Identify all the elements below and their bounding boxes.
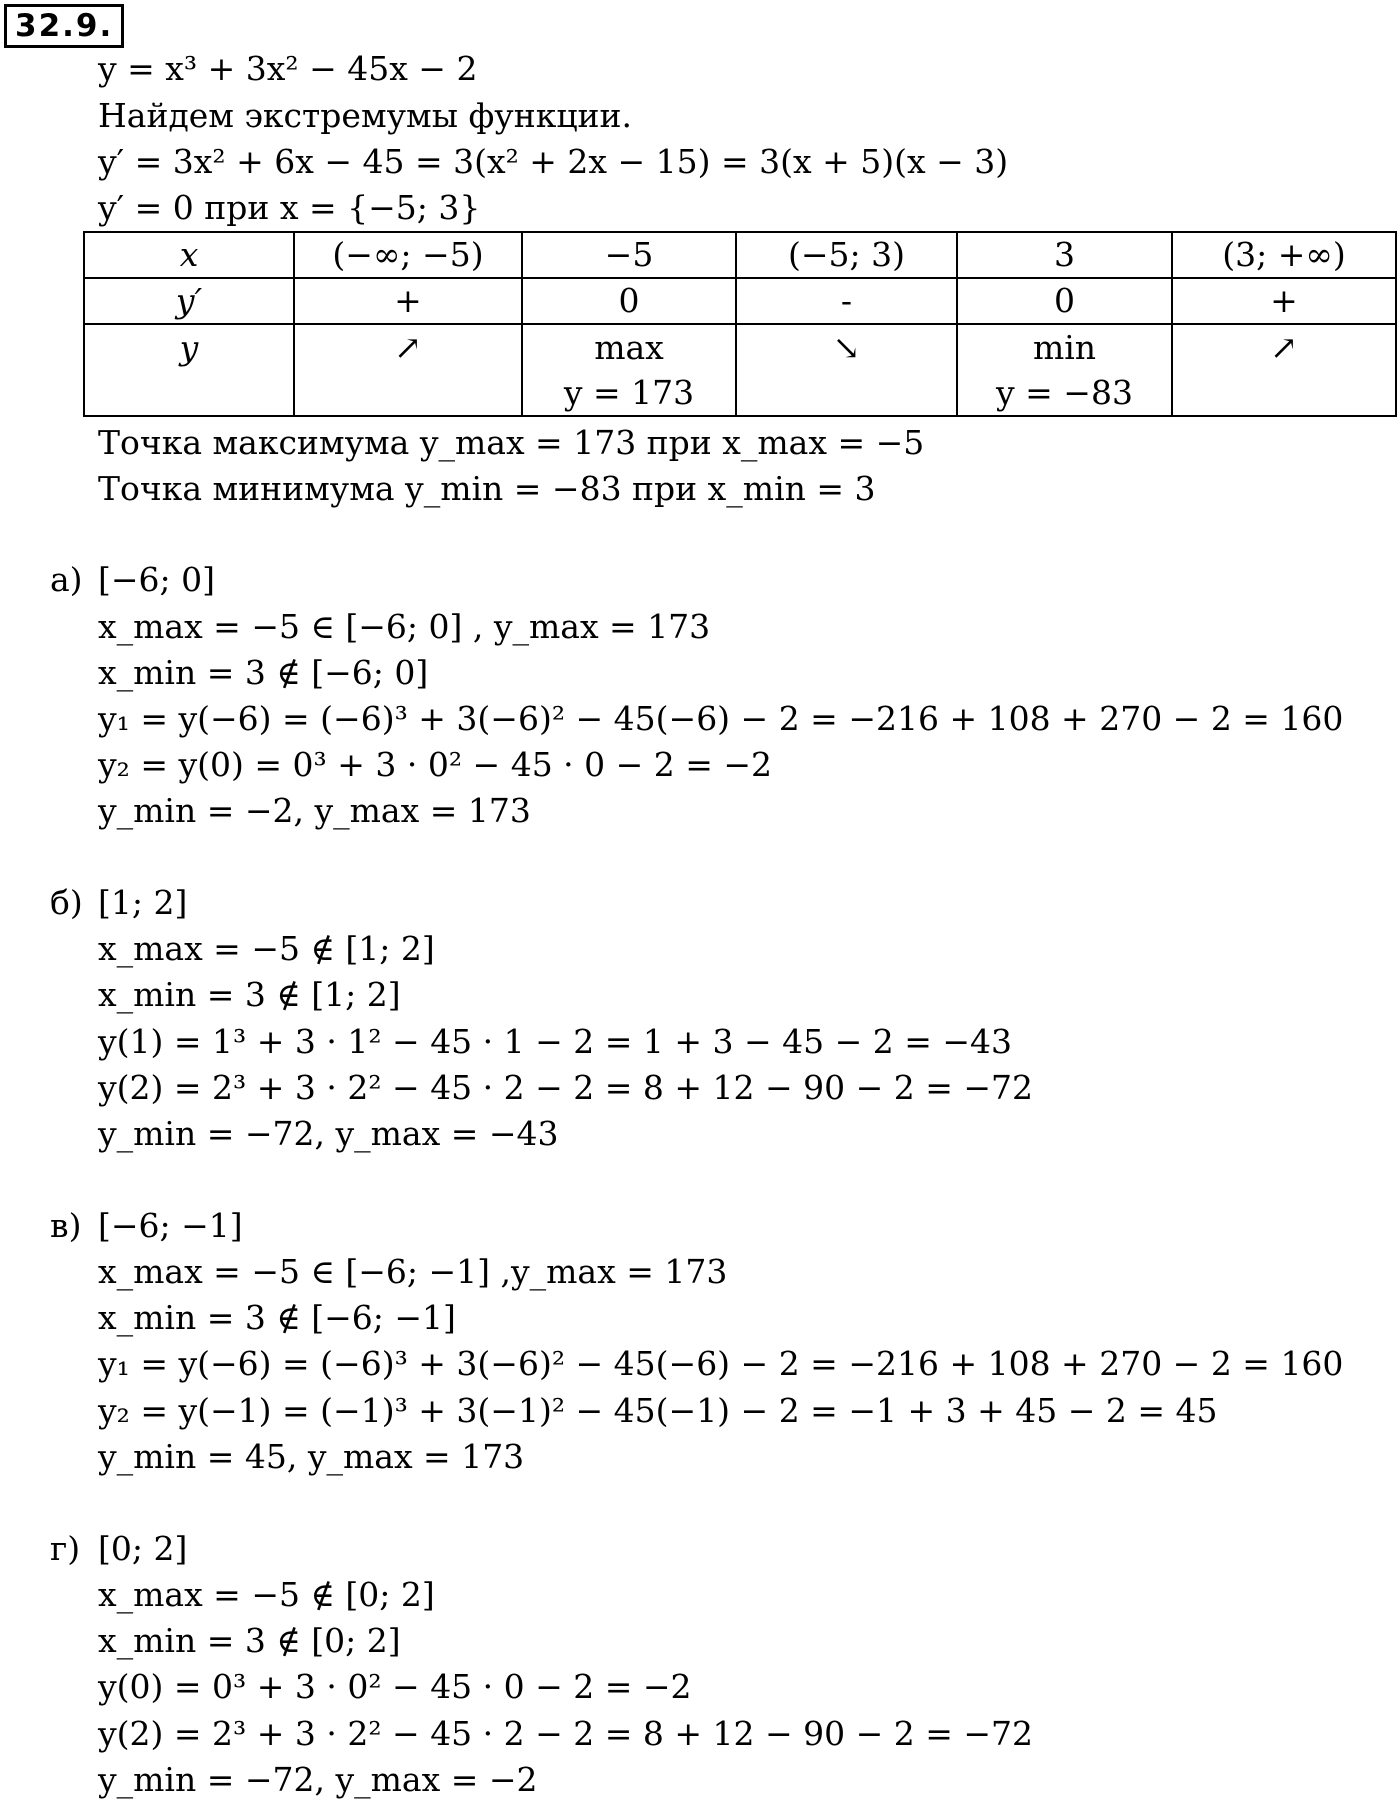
- solution-line: x_max = −5 ∈ [−6; −1] ,y_max = 173: [98, 1252, 728, 1291]
- solution-line: x_min = 3 ∉ [1; 2]: [98, 975, 401, 1014]
- solution-line: x_max = −5 ∈ [−6; 0] , y_max = 173: [98, 607, 711, 646]
- derivative-line: y′ = 3x² + 6x − 45 = 3(x² + 2x − 15) = 3(x + 5)(x − 3): [98, 142, 1009, 181]
- solution-line: y_min = −2, y_max = 173: [98, 791, 531, 830]
- solution-line: y_min = −72, y_max = −43: [98, 1114, 559, 1153]
- table-cell: y′: [84, 278, 294, 324]
- part-interval: [0; 2]: [98, 1529, 188, 1568]
- table-cell: +: [294, 278, 522, 324]
- table-cell: [84, 324, 294, 416]
- solution-line: x_min = 3 ∉ [−6; −1]: [98, 1298, 456, 1337]
- solution-line: y_min = 45, y_max = 173: [98, 1437, 525, 1476]
- solution-line: y₂ = y(0) = 0³ + 3 · 0² − 45 · 0 − 2 = −2: [98, 745, 773, 784]
- part-label: а): [50, 560, 83, 599]
- table-cell: +: [1172, 278, 1396, 324]
- solution-line: y_min = −72, y_max = −2: [98, 1760, 538, 1799]
- sign-table: [83, 231, 1397, 417]
- decreasing-arrow-icon: ↘: [832, 328, 861, 367]
- part-interval: [−6; −1]: [98, 1206, 243, 1245]
- solution-line: y(0) = 0³ + 3 · 0² − 45 · 0 − 2 = −2: [98, 1667, 692, 1706]
- table-cell: x: [84, 232, 294, 278]
- table-cell: (−∞; −5): [294, 232, 522, 278]
- table-cell: [1172, 324, 1396, 416]
- solution-line: y(1) = 1³ + 3 · 1² − 45 · 1 − 2 = 1 + 3 − 45 − 2 = −43: [98, 1022, 1013, 1061]
- table-cell: [294, 324, 522, 416]
- cell-bottom: y = −83: [996, 373, 1133, 412]
- part-label: б): [50, 883, 83, 922]
- solution-line: y(2) = 2³ + 3 · 2² − 45 · 2 − 2 = 8 + 12 − 90 − 2 = −72: [98, 1068, 1034, 1107]
- table-cell: [736, 324, 957, 416]
- table-cell: 0: [522, 278, 736, 324]
- cell-top: min: [1032, 328, 1097, 367]
- solution-line: y(2) = 2³ + 3 · 2² − 45 · 2 − 2 = 8 + 12 − 90 − 2 = −72: [98, 1714, 1034, 1753]
- solution-line: y₁ = y(−6) = (−6)³ + 3(−6)² − 45(−6) − 2 = −216 + 108 + 270 − 2 = 160: [98, 1344, 1344, 1383]
- part-interval: [1; 2]: [98, 883, 188, 922]
- cell-top: max: [594, 328, 664, 367]
- solution-line: x_min = 3 ∉ [−6; 0]: [98, 653, 429, 692]
- function-definition: y = x³ + 3x² − 45x − 2: [98, 49, 478, 88]
- table-cell: 3: [957, 232, 1172, 278]
- solution-line: y₂ = y(−1) = (−1)³ + 3(−1)² − 45(−1) − 2 = −1 + 3 + 45 − 2 = 45: [98, 1391, 1218, 1430]
- solution-line: x_max = −5 ∉ [0; 2]: [98, 1575, 435, 1614]
- table-row-derivative: [84, 278, 1396, 324]
- problem-number: 32.9.: [4, 4, 124, 48]
- table-row-function: [84, 324, 1396, 416]
- table-cell: −5: [522, 232, 736, 278]
- increasing-arrow-icon: ↗: [394, 328, 422, 367]
- solution-line: y₁ = y(−6) = (−6)³ + 3(−6)² − 45(−6) − 2 = −216 + 108 + 270 − 2 = 160: [98, 699, 1344, 738]
- maximum-point-line: Точка максимума y_max = 173 при x_max = −5: [98, 423, 925, 462]
- cell-bottom: y = 173: [563, 373, 695, 412]
- table-cell: 0: [957, 278, 1172, 324]
- table-cell: (3; +∞): [1172, 232, 1396, 278]
- cell-top: y: [179, 328, 199, 367]
- task-statement: Найдем экстремумы функции.: [98, 96, 633, 135]
- solution-line: x_min = 3 ∉ [0; 2]: [98, 1621, 401, 1660]
- minimum-point-line: Точка минимума y_min = −83 при x_min = 3: [98, 469, 876, 508]
- table-cell: -: [736, 278, 957, 324]
- part-interval: [−6; 0]: [98, 560, 215, 599]
- table-cell: [957, 324, 1172, 416]
- table-row-x: [84, 232, 1396, 278]
- table-cell: [522, 324, 736, 416]
- critical-points-line: y′ = 0 при x = {−5; 3}: [98, 188, 481, 227]
- increasing-arrow-icon: ↗: [1270, 328, 1298, 367]
- part-label: г): [50, 1529, 81, 1568]
- solution-line: x_max = −5 ∉ [1; 2]: [98, 929, 435, 968]
- part-label: в): [50, 1206, 82, 1245]
- table-cell: (−5; 3): [736, 232, 957, 278]
